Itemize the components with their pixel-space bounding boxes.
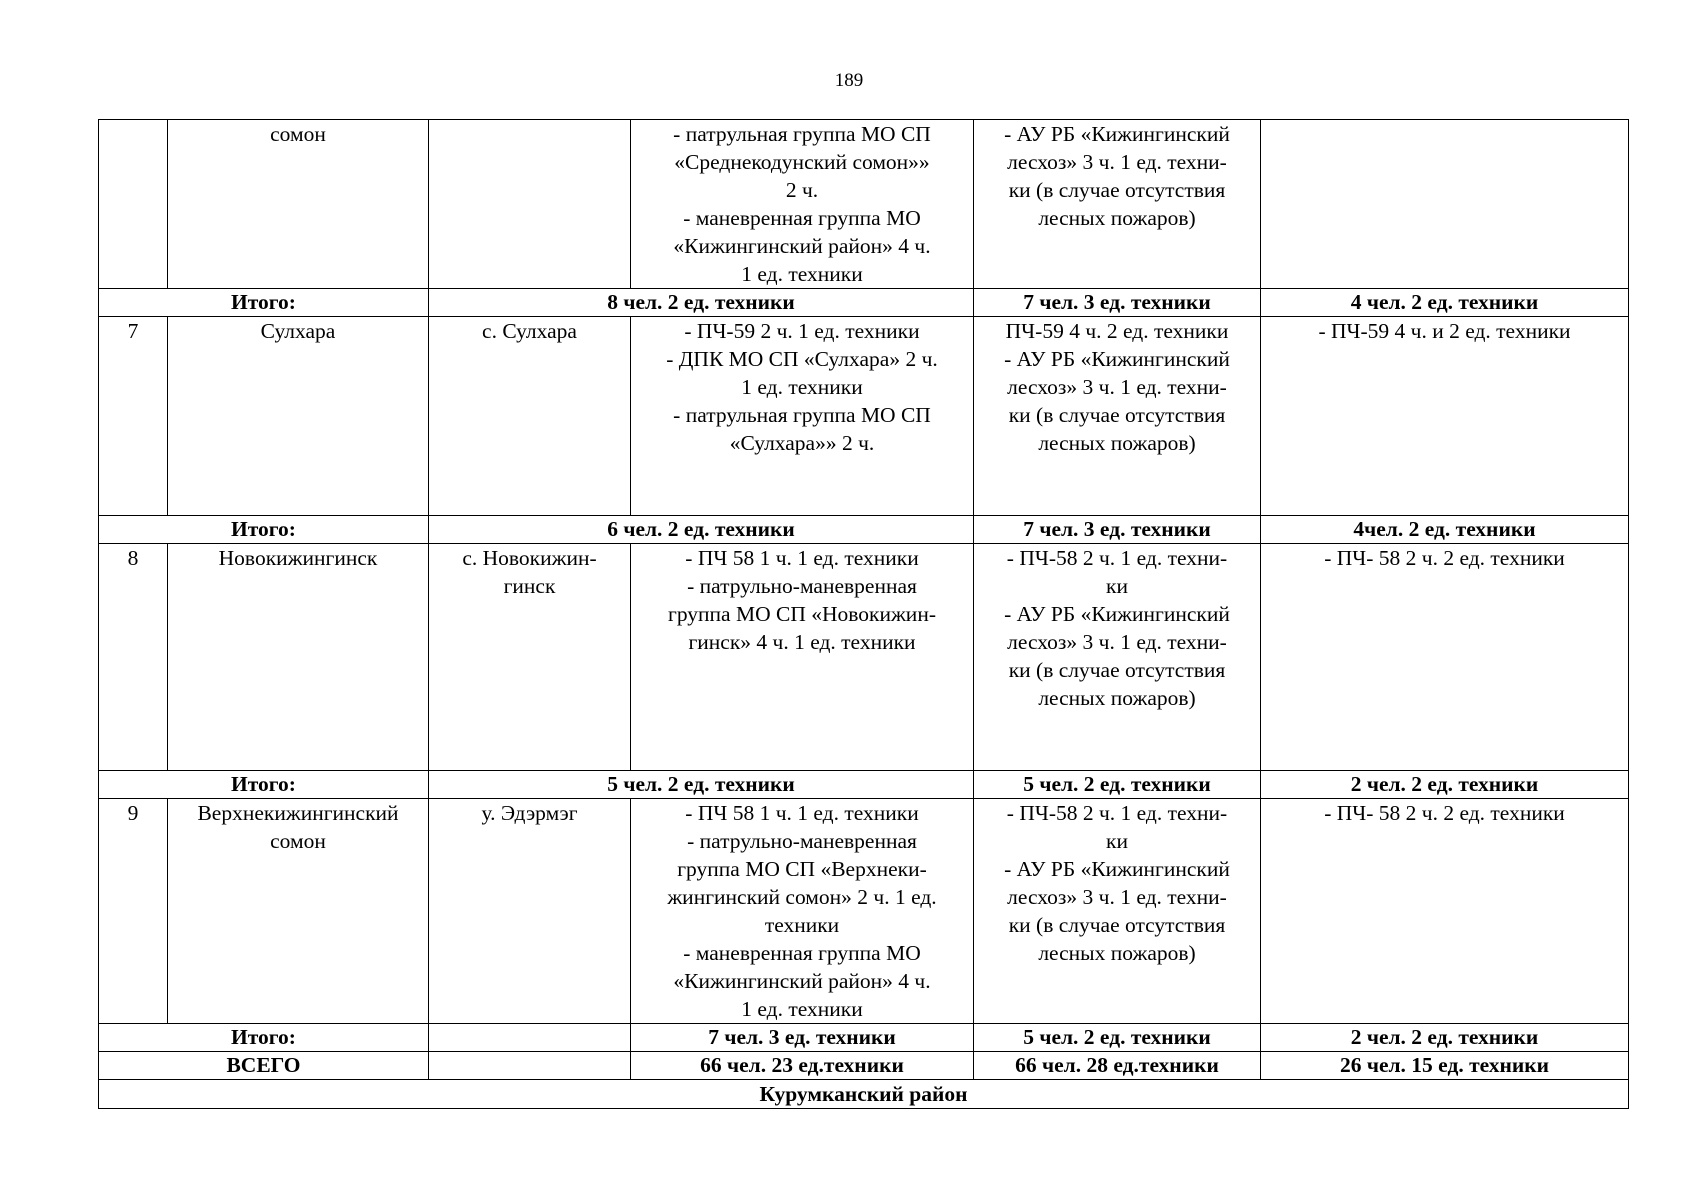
- subtotal-second: 7 чел. 3 ед. техники: [974, 516, 1261, 544]
- first-echelon-cell: - ПЧ 58 1 ч. 1 ед. техники - патрульно-маневренная группа МО СП «Новокижин- гинск» 4 ч. 1 ед. техники: [631, 544, 974, 771]
- row-number-cell: 7: [99, 317, 168, 516]
- grand-total-empty-cell: [429, 1052, 631, 1080]
- settlement-cell: Сулхара: [168, 317, 429, 516]
- subtotal-second: 7 чел. 3 ед. техники: [974, 289, 1261, 317]
- settlement-cell: Новокижингинск: [168, 544, 429, 771]
- subtotal-second: 5 чел. 2 ед. техники: [974, 771, 1261, 799]
- third-echelon-cell: [1261, 120, 1629, 289]
- second-echelon-cell: - ПЧ-58 2 ч. 1 ед. техни- ки - АУ РБ «Кижингинский лесхоз» 3 ч. 1 ед. техни- ки (в случае отсутствия лесных пожаров): [974, 799, 1261, 1024]
- section-header-row: [99, 1080, 1629, 1109]
- row-number-cell: [99, 120, 168, 289]
- grand-total-label: ВСЕГО: [99, 1052, 429, 1080]
- page-number: 189: [834, 70, 864, 91]
- subtotal-label: Итого:: [99, 289, 429, 317]
- first-echelon-cell: - ПЧ 58 1 ч. 1 ед. техники - патрульно-маневренная группа МО СП «Верхнеки- жингинский сомон» 2 ч. 1 ед. техники - маневренная группа МО «Кижингинский район» 4 ч. 1 ед. техники: [631, 799, 974, 1024]
- second-echelon-cell: - АУ РБ «Кижингинский лесхоз» 3 ч. 1 ед. техни- ки (в случае отсутствия лесных пожаров): [974, 120, 1261, 289]
- section-title: Курумканский район: [99, 1080, 1629, 1109]
- location-cell: [429, 120, 631, 289]
- location-cell: с. Сулхара: [429, 317, 631, 516]
- grand-total-row: [99, 1052, 1629, 1080]
- row-number-cell: 8: [99, 544, 168, 771]
- table-row: [99, 317, 1629, 516]
- subtotal-first: 6 чел. 2 ед. техники: [429, 516, 974, 544]
- subtotal-label: Итого:: [99, 1024, 429, 1052]
- settlement-cell: Верхнекижингинский сомон: [168, 799, 429, 1024]
- table-row: [99, 120, 1629, 289]
- forces-table: [98, 119, 1629, 1109]
- subtotal-third: 4чел. 2 ед. техники: [1261, 516, 1629, 544]
- subtotal-empty-cell: [429, 1024, 631, 1052]
- grand-total-third: 26 чел. 15 ед. техники: [1261, 1052, 1629, 1080]
- subtotal-row: [99, 289, 1629, 317]
- subtotal-row: [99, 516, 1629, 544]
- subtotal-first: 7 чел. 3 ед. техники: [631, 1024, 974, 1052]
- second-echelon-cell: - ПЧ-58 2 ч. 1 ед. техни- ки - АУ РБ «Кижингинский лесхоз» 3 ч. 1 ед. техни- ки (в случае отсутствия лесных пожаров): [974, 544, 1261, 771]
- location-cell: с. Новокижин- гинск: [429, 544, 631, 771]
- subtotal-third: 4 чел. 2 ед. техники: [1261, 289, 1629, 317]
- location-cell: у. Эдэрмэг: [429, 799, 631, 1024]
- grand-total-first: 66 чел. 23 ед.техники: [631, 1052, 974, 1080]
- subtotal-row: [99, 1024, 1629, 1052]
- subtotal-label: Итого:: [99, 771, 429, 799]
- subtotal-first: 8 чел. 2 ед. техники: [429, 289, 974, 317]
- grand-total-second: 66 чел. 28 ед.техники: [974, 1052, 1261, 1080]
- settlement-cell: сомон: [168, 120, 429, 289]
- third-echelon-cell: - ПЧ- 58 2 ч. 2 ед. техники: [1261, 544, 1629, 771]
- subtotal-second: 5 чел. 2 ед. техники: [974, 1024, 1261, 1052]
- subtotal-third: 2 чел. 2 ед. техники: [1261, 1024, 1629, 1052]
- subtotal-third: 2 чел. 2 ед. техники: [1261, 771, 1629, 799]
- subtotal-row: [99, 771, 1629, 799]
- table-row: [99, 544, 1629, 771]
- first-echelon-cell: - ПЧ-59 2 ч. 1 ед. техники - ДПК МО СП «Сулхара» 2 ч. 1 ед. техники - патрульная группа МО СП «Сулхара»» 2 ч.: [631, 317, 974, 516]
- subtotal-first: 5 чел. 2 ед. техники: [429, 771, 974, 799]
- second-echelon-cell: ПЧ-59 4 ч. 2 ед. техники - АУ РБ «Кижингинский лесхоз» 3 ч. 1 ед. техни- ки (в случае отсутствия лесных пожаров): [974, 317, 1261, 516]
- table-row: [99, 799, 1629, 1024]
- third-echelon-cell: - ПЧ- 58 2 ч. 2 ед. техники: [1261, 799, 1629, 1024]
- row-number-cell: 9: [99, 799, 168, 1024]
- first-echelon-cell: - патрульная группа МО СП «Среднекодунский сомон»» 2 ч. - маневренная группа МО «Кижингинский район» 4 ч. 1 ед. техники: [631, 120, 974, 289]
- subtotal-label: Итого:: [99, 516, 429, 544]
- third-echelon-cell: - ПЧ-59 4 ч. и 2 ед. техники: [1261, 317, 1629, 516]
